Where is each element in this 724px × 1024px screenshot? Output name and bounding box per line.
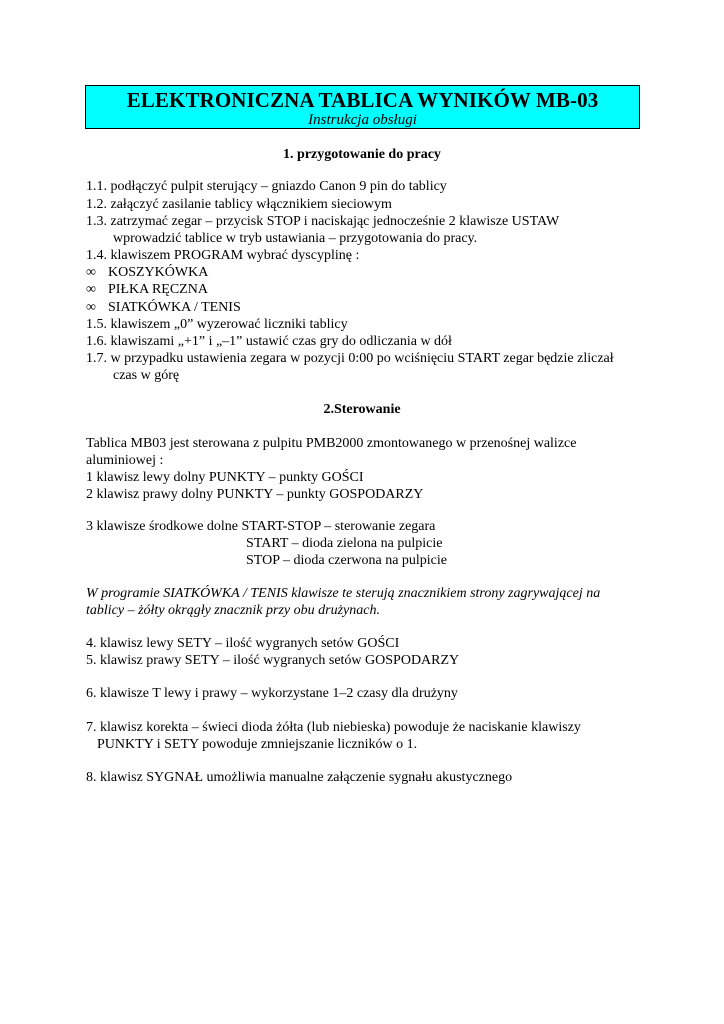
bullet-icon: ∞	[86, 282, 96, 297]
key-8: 8. klawisz SYGNAŁ umożliwia manualne załączenie sygnału akustycznego	[86, 770, 513, 785]
discipline-pilka-reczna: PIŁKA RĘCZNA	[108, 282, 208, 297]
step-1-1: 1.1. podłączyć pulpit sterujący – gniazdo Canon 9 pin do tablicy	[86, 179, 447, 194]
step-1-7: 1.7. w przypadku ustawienia zegara w pozycji 0:00 po wciśnięciu START zegar będzie zliczał	[86, 351, 614, 366]
key-7-cont: PUNKTY i SETY powoduje zmniejszanie liczników o 1.	[97, 737, 418, 752]
title-box	[85, 85, 640, 129]
bullet-icon: ∞	[86, 265, 96, 280]
key-1: 1 klawisz lewy dolny PUNKTY – punkty GOŚCI	[86, 470, 364, 485]
italic-note-1: W programie SIATKÓWKA / TENIS klawisze te sterują znacznikiem strony zagrywającej na	[86, 586, 601, 601]
step-1-7-cont: czas w górę	[113, 368, 180, 383]
discipline-koszykowka: KOSZYKÓWKA	[108, 265, 209, 280]
key-3: 3 klawisze środkowe dolne START-STOP – sterowanie zegara	[86, 519, 436, 534]
key-7: 7. klawisz korekta – świeci dioda żółta (lub niebieska) powoduje że naciskanie klawiszy	[86, 720, 581, 735]
intro-line-2: aluminiowej :	[86, 453, 164, 468]
section2-heading: 2.Sterowanie	[323, 402, 401, 417]
italic-note-2: tablicy – żółty okrągły znacznik przy obu drużynach.	[86, 603, 380, 618]
key-5: 5. klawisz prawy SETY – ilość wygranych setów GOSPODARZY	[86, 653, 460, 668]
key-3-stop: STOP – dioda czerwona na pulpicie	[246, 553, 448, 568]
step-1-4: 1.4. klawiszem PROGRAM wybrać dyscyplinę :	[86, 248, 360, 263]
step-1-6: 1.6. klawiszami „+1” i „–1” ustawić czas gry do odliczania w dół	[86, 334, 452, 349]
key-4: 4. klawisz lewy SETY – ilość wygranych setów GOŚCI	[86, 636, 400, 651]
document-subtitle: Instrukcja obsługi	[308, 112, 417, 128]
key-6: 6. klawisze T lewy i prawy – wykorzystane 1–2 czasy dla drużyny	[86, 686, 458, 701]
bullet-icon: ∞	[86, 300, 96, 315]
section1-heading: 1. przygotowanie do pracy	[283, 147, 441, 162]
document-title: ELEKTRONICZNA TABLICA WYNIKÓW MB-03	[126, 88, 599, 112]
intro-line-1: Tablica MB03 jest sterowana z pulpitu PMB2000 zmontowanego w przenośnej walizce	[86, 436, 577, 451]
key-3-start: START – dioda zielona na pulpicie	[246, 536, 443, 551]
step-1-2: 1.2. załączyć zasilanie tablicy włącznikiem sieciowym	[86, 197, 392, 212]
key-2: 2 klawisz prawy dolny PUNKTY – punkty GOSPODARZY	[86, 487, 424, 502]
discipline-siatkowka-tenis: SIATKÓWKA / TENIS	[108, 300, 241, 315]
step-1-3-cont: wprowadzić tablice w tryb ustawiania – przygotowania do pracy.	[113, 231, 478, 246]
step-1-5: 1.5. klawiszem „0” wyzerować liczniki tablicy	[86, 317, 348, 332]
step-1-3: 1.3. zatrzymać zegar – przycisk STOP i naciskając jednocześnie 2 klawisze USTAW	[86, 214, 560, 229]
